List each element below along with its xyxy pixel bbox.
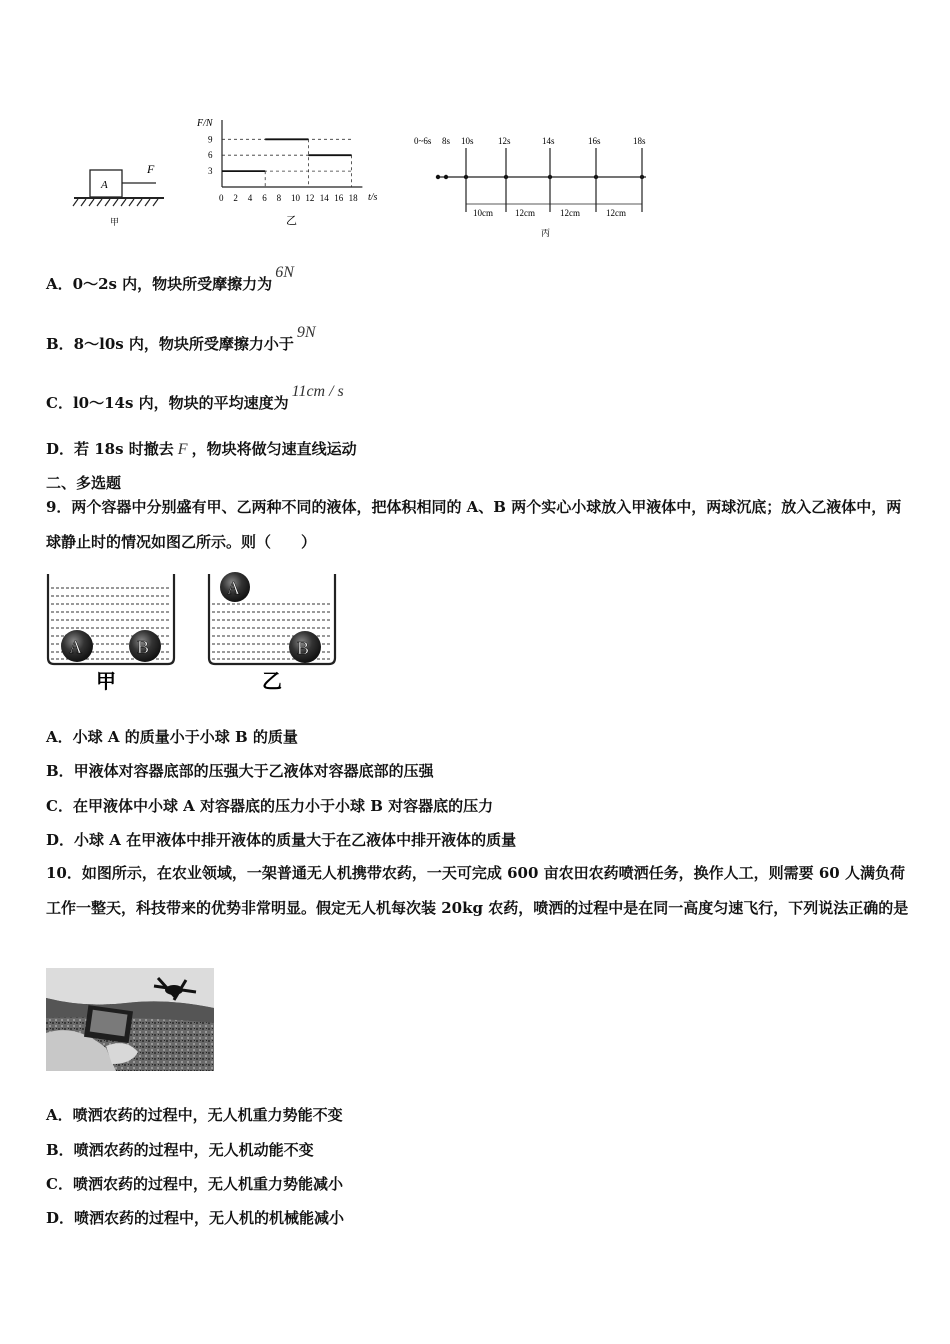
y-tick-label: 6	[208, 150, 213, 161]
option-math: 9N	[296, 324, 316, 341]
option-text-after: ，物块将做匀速直线运动	[191, 440, 357, 458]
time-label: 0~6s	[414, 136, 432, 146]
q8-option-d	[46, 438, 357, 459]
option-text: C．l0～14s 内，物块的平均速度为	[46, 394, 289, 412]
q9-stem: 9．两个容器中分别盛有甲、乙两种不同的液体，把体积相同的 A、B 两个实心小球放入甲液体中，两球沉底；放入乙液体中，两球静止时的情况如图乙所示。则（ ）	[46, 498, 902, 551]
ball-a-label-right: A	[227, 578, 240, 598]
figure-block-force	[60, 115, 180, 235]
q9-option-b: B．甲液体对容器底部的压强大于乙液体对容器底部的压强	[46, 762, 434, 780]
ball-b-label-right: B	[297, 638, 310, 658]
q8-option-b	[46, 324, 316, 354]
x-tick-label: 10	[291, 193, 300, 203]
x-tick-label: 18	[348, 193, 358, 203]
time-label: 14s	[542, 136, 555, 146]
x-tick-label: 16	[334, 193, 344, 203]
q9-option-a: A．小球 A 的质量小于小球 B 的质量	[46, 728, 298, 746]
force-label: F	[147, 162, 155, 176]
x-tick-label: 6	[262, 193, 267, 203]
option-text: A．0～2s 内，物块所受摩擦力为	[46, 275, 273, 293]
q10-option-b: B．喷洒农药的过程中，无人机动能不变	[46, 1141, 314, 1159]
caption-right: 乙	[262, 671, 282, 693]
time-label: 8s	[442, 136, 451, 146]
x-tick-label: 8	[276, 193, 282, 203]
q10-option-d: D．喷洒农药的过程中，无人机的机械能减小	[46, 1209, 345, 1227]
caption-yi: 乙	[286, 215, 297, 227]
q10-stem: 10．如图所示，在农业领域，一架普通无人机携带农药，一天可完成 600 亩农田农药喷洒任务，换作人工，则需要 60 人满负荷工作一整天，科技带来的优势非常明显。假定无人机每次装 20kg 农药，喷洒的过程中是在同一高度匀速飞行，下列说法正确的是	[46, 864, 909, 917]
position-dot	[436, 175, 440, 179]
distance-label: 12cm	[515, 208, 535, 218]
y-tick-label: 3	[208, 166, 213, 177]
drone-photo	[46, 968, 214, 1071]
distance-label: 10cm	[473, 208, 493, 218]
block-label: A	[101, 179, 108, 191]
x-tick-label: 2	[233, 193, 238, 203]
q8-option-a	[46, 264, 294, 294]
q9-option-c: C．在甲液体中小球 A 对容器底的压力小于小球 B 对容器底的压力	[46, 797, 494, 815]
x-axis-label: t/s	[368, 192, 378, 203]
option-math: F	[177, 441, 188, 458]
time-label: 10s	[461, 136, 474, 146]
time-label: 16s	[588, 136, 601, 146]
position-dot	[444, 175, 448, 179]
q10-option-c: C．喷洒农药的过程中，无人机重力势能减小	[46, 1175, 343, 1193]
y-tick-label: 9	[208, 134, 213, 145]
distance-label: 12cm	[606, 208, 626, 218]
q9-containers-figure	[44, 566, 344, 696]
ball-b-label: B	[137, 637, 150, 657]
q10-option-a: A．喷洒农药的过程中，无人机重力势能不变	[46, 1106, 343, 1124]
q8-option-c	[46, 383, 344, 413]
x-tick-label: 12	[305, 193, 315, 203]
section-heading: 二、多选题	[46, 474, 122, 492]
option-text: B．8～l0s 内，物块所受摩擦力小于	[46, 335, 294, 353]
time-label: 18s	[633, 136, 646, 146]
q9-option-d: D．小球 A 在甲液体中排开液体的质量大于在乙液体中排开液体的质量	[46, 831, 517, 849]
position-time-diagram	[408, 128, 668, 243]
caption-bing: 丙	[541, 228, 551, 238]
option-math: 6N	[275, 264, 294, 281]
ball-a-label: A	[69, 637, 82, 657]
option-text: D．若 18s 时撤去	[46, 440, 174, 458]
time-label: 12s	[498, 136, 511, 146]
distance-label: 12cm	[560, 208, 580, 218]
caption-jia: 甲	[110, 217, 120, 227]
x-tick-label: 4	[247, 193, 253, 203]
y-axis-label: F/N	[197, 118, 213, 129]
force-time-graph	[192, 112, 392, 232]
caption-left: 甲	[96, 671, 116, 693]
x-tick-label: 14	[319, 193, 329, 203]
x-tick-label: 0	[219, 193, 224, 203]
option-math: 11cm / s	[291, 383, 344, 400]
